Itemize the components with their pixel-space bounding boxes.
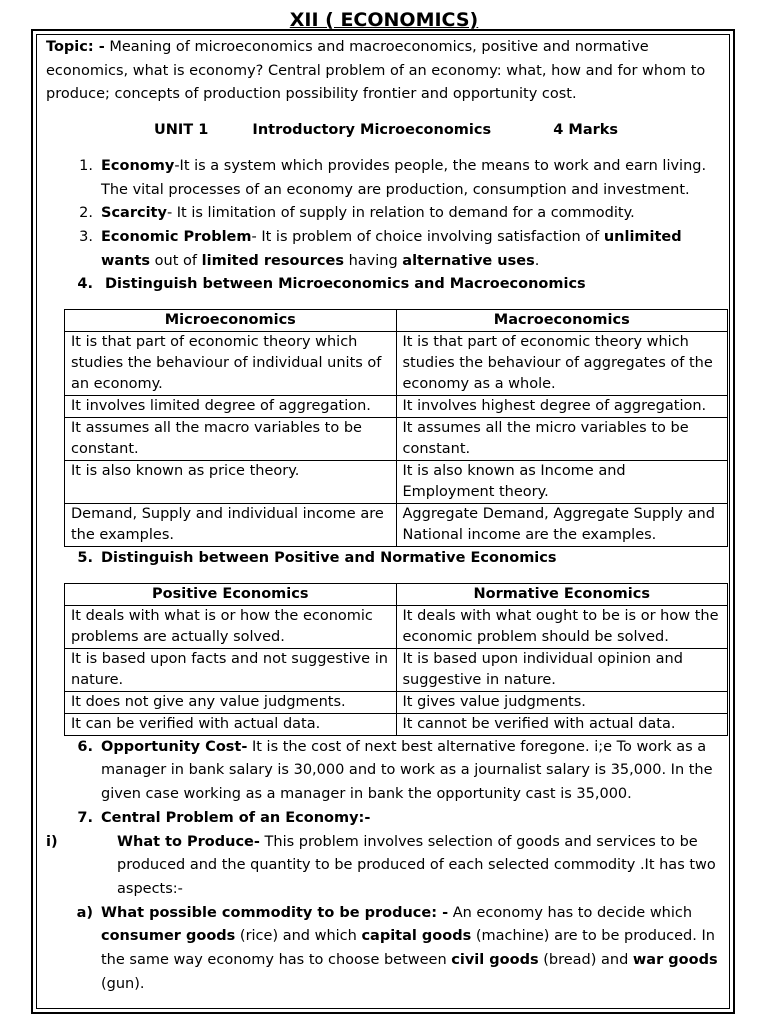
- definition-part: (bread) and: [538, 952, 633, 969]
- table-header-cell: Microeconomics: [65, 310, 397, 332]
- definition-part: .: [534, 252, 540, 269]
- table-cell: It does not give any value judgments.: [65, 691, 397, 713]
- table-row: [65, 332, 728, 396]
- bold-phrase: consumer goods: [101, 928, 236, 945]
- unit-header: [46, 119, 726, 143]
- table-row: [65, 605, 728, 648]
- section-heading: Central Problem of an Economy:-: [101, 809, 371, 826]
- table-cell: It is also known as Income and Employment theory.: [396, 461, 728, 504]
- term-what-to-produce: What to Produce-: [117, 833, 260, 850]
- table-cell: It is based upon individual opinion and suggestive in nature.: [396, 648, 728, 691]
- item-number: 6.: [77, 738, 93, 755]
- table-cell: It deals with what ought to be is or how the economic problem should be solved.: [396, 605, 728, 648]
- definition-part: (rice) and which: [235, 928, 362, 945]
- page-title: XII ( ECONOMICS): [289, 9, 479, 31]
- unit-marks: 4 Marks: [553, 122, 619, 139]
- topic-label: Topic: -: [46, 39, 105, 55]
- list-item-scarcity: [46, 202, 726, 226]
- item-number: 2.: [79, 205, 93, 222]
- table-cell: It is that part of economic theory which studies the behaviour of aggregates of the economy as a whole.: [396, 332, 728, 396]
- definition-opportunity-cost: It is the cost of next best alternative foregone. i;e To work as a manager in bank salary is 30,000 and to work as a journalist salary is 35,000. In the given case working as a manager in bank the opportunity cast is 35,000.: [101, 738, 713, 803]
- list-item-opportunity-cost: [46, 736, 726, 807]
- definition-part: out of: [150, 252, 202, 269]
- table-header-row: [65, 310, 728, 332]
- list-item-heading-micro-macro: [46, 273, 726, 297]
- table-row: [65, 461, 728, 504]
- list-item-economic-problem: [46, 226, 726, 273]
- term-economic-problem: Economic Problem: [101, 228, 252, 245]
- item-number: 7.: [77, 809, 93, 826]
- table-cell: It is based upon facts and not suggestive in nature.: [65, 648, 397, 691]
- table-cell: It cannot be verified with actual data.: [396, 713, 728, 735]
- list-item-possible-commodity: [46, 902, 726, 997]
- unit-name: Introductory Microeconomics: [252, 122, 492, 139]
- table-cell: Demand, Supply and individual income are the examples.: [65, 504, 397, 547]
- table-cell: It gives value judgments.: [396, 691, 728, 713]
- table-cell: Aggregate Demand, Aggregate Supply and National income are the examples.: [396, 504, 728, 547]
- bold-phrase: war goods: [632, 952, 718, 969]
- micro-macro-table: [64, 309, 728, 547]
- item-number: 4.: [77, 276, 93, 293]
- term-opportunity-cost: Opportunity Cost-: [101, 738, 248, 755]
- table-header-row: [65, 583, 728, 605]
- list-item-central-problem: [46, 807, 726, 831]
- item-number: i): [46, 833, 58, 850]
- list-item-heading-positive-normative: [46, 547, 726, 571]
- table-cell: It assumes all the micro variables to be constant.: [396, 418, 728, 461]
- table-cell: It involves limited degree of aggregation.: [65, 396, 397, 418]
- table-header-cell: Macroeconomics: [396, 310, 728, 332]
- table-cell: It can be verified with actual data.: [65, 713, 397, 735]
- item-number: 3.: [79, 228, 93, 245]
- term-scarcity: Scarcity: [101, 205, 167, 222]
- section-heading: Distinguish between Microeconomics and Macroeconomics: [105, 276, 586, 293]
- item-number: 5.: [77, 550, 93, 567]
- bold-phrase: limited resources: [201, 252, 344, 269]
- table-row: [65, 396, 728, 418]
- table-header-cell: Positive Economics: [65, 583, 397, 605]
- topic-text: Meaning of microeconomics and macroeconomics, positive and normative economics, what is economy? Central problem of an economy: what, how and for whom to produce; concepts of production possibility frontier and opportunity cost.: [46, 39, 706, 103]
- positive-normative-table: [64, 583, 728, 736]
- item-number: 1.: [79, 157, 93, 174]
- table-cell: It is that part of economic theory which studies the behaviour of individual units of an economy.: [65, 332, 397, 396]
- definition-scarcity: - It is limitation of supply in relation to demand for a commodity.: [166, 205, 635, 222]
- list-item-what-to-produce: [46, 831, 726, 902]
- list-item-economy: [46, 155, 726, 202]
- document-body: [46, 36, 726, 996]
- table-cell: It assumes all the macro variables to be constant.: [65, 418, 397, 461]
- section-heading: Distinguish between Positive and Normative Economics: [101, 550, 557, 567]
- table-row: [65, 504, 728, 547]
- bold-phrase: alternative uses: [402, 252, 535, 269]
- definition-part: having: [343, 252, 403, 269]
- definition-part: (gun).: [101, 975, 145, 992]
- term-possible-commodity: What possible commodity to be produce: -: [101, 904, 449, 921]
- definition-part: - It is problem of choice involving satisfaction of: [251, 228, 604, 245]
- table-cell: It deals with what is or how the economic problems are actually solved.: [65, 605, 397, 648]
- definition-part: (machine) are to be produced. In the same way economy has to choose between: [101, 928, 715, 969]
- table-cell: It is also known as price theory.: [65, 461, 397, 504]
- table-header-cell: Normative Economics: [396, 583, 728, 605]
- term-economy: Economy: [101, 157, 175, 174]
- definition-part: An economy has to decide which: [448, 904, 693, 921]
- item-number: a): [76, 904, 93, 921]
- table-row: [65, 648, 728, 691]
- bold-phrase: capital goods: [361, 928, 472, 945]
- bold-phrase: civil goods: [451, 952, 539, 969]
- table-row: [65, 713, 728, 735]
- table-row: [65, 691, 728, 713]
- table-cell: It involves highest degree of aggregation.: [396, 396, 728, 418]
- table-row: [65, 418, 728, 461]
- definition-economy: -It is a system which provides people, the means to work and earn living. The vital processes of an economy are production, consumption and investment.: [101, 157, 707, 198]
- topic-paragraph: [46, 36, 726, 107]
- definition-what-to-produce: This problem involves selection of goods and services to be produced and the quantity to be produced of each selected commodity .It has two aspects:-: [117, 833, 716, 897]
- bold-phrase: unlimited wants: [101, 228, 682, 269]
- unit-number: UNIT 1: [153, 122, 209, 139]
